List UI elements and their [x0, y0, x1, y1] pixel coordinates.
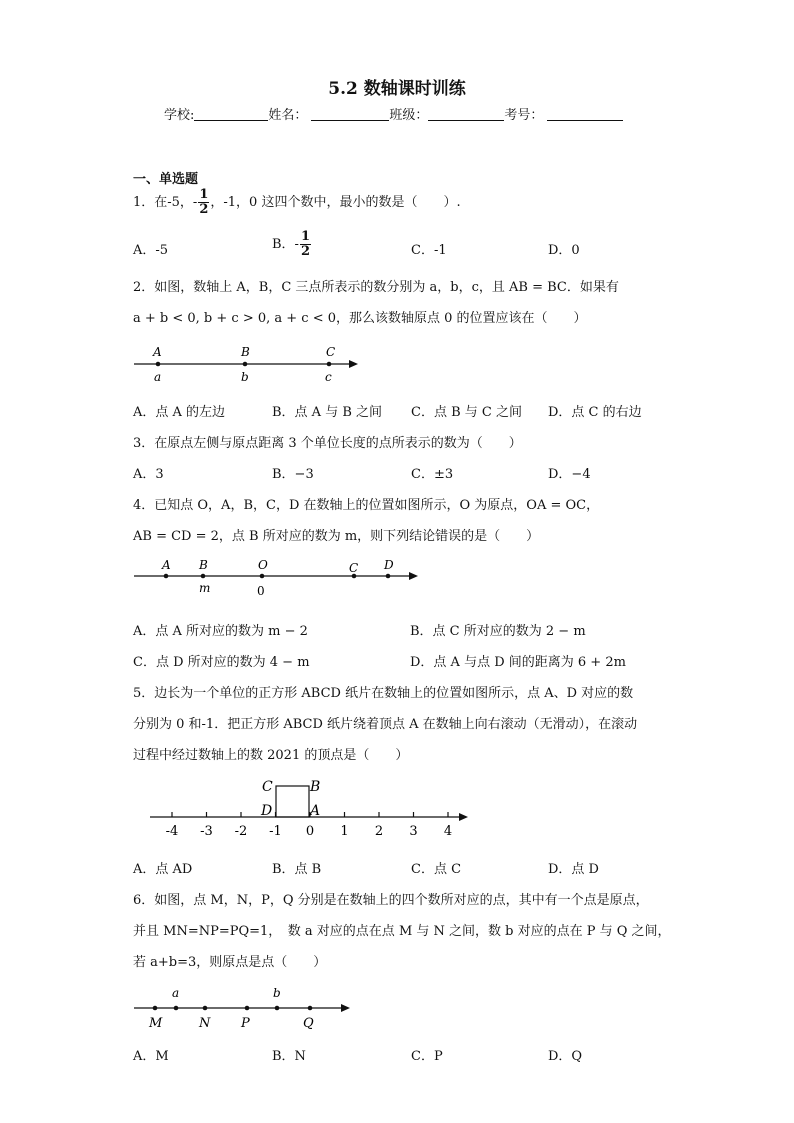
- question-5-line-3: 过程中经过数轴上的数 2021 的顶点是（ ）: [133, 748, 409, 763]
- q4-label-zero: 0: [257, 584, 265, 598]
- q2-label-a: a: [154, 370, 162, 384]
- q6-option-c[interactable]: C．P: [411, 1049, 443, 1064]
- q4-point-a: [164, 574, 169, 579]
- q6-label-b: b: [273, 986, 281, 1000]
- q1-option-d[interactable]: D．0: [548, 243, 580, 258]
- q4-label-O: O: [258, 558, 268, 572]
- q2-label-b: b: [241, 370, 249, 384]
- q5-tick-label: 4: [443, 824, 453, 839]
- q2-point-c: [327, 362, 332, 367]
- q5-corner-A: A: [310, 803, 321, 819]
- q4-number-line-figure: [130, 556, 430, 602]
- q2-point-b: [243, 362, 248, 367]
- q6-option-d[interactable]: D．Q: [548, 1049, 583, 1064]
- q4-option-d[interactable]: D．点 A 与点 D 间的距离为 6 + 2m: [410, 655, 626, 670]
- q4-option-a[interactable]: A．点 A 所对应的数为 m − 2: [133, 624, 308, 639]
- q1-option-b-den: 2: [300, 244, 310, 259]
- q2-option-d[interactable]: D．点 C 的右边: [548, 405, 642, 420]
- q4-label-D: D: [384, 558, 394, 572]
- question-2-line-1: 2．如图，数轴上 A，B，C 三点所表示的数分别为 a，b，c，且 AB = BC．如果有: [133, 280, 619, 295]
- class-blank: [428, 108, 504, 121]
- q3-option-b[interactable]: B．−3: [272, 467, 314, 482]
- q5-tick-label: 0: [305, 824, 315, 839]
- q4-point-b: [201, 574, 206, 579]
- q6-label-a: a: [172, 986, 180, 1000]
- q5-corner-D: D: [261, 803, 273, 819]
- name-label: 姓名：: [268, 108, 308, 123]
- q5-tick-label: -4: [165, 824, 179, 839]
- q4-label-A: A: [162, 558, 171, 572]
- q1-option-a[interactable]: A．-5: [133, 243, 169, 258]
- q2-option-b[interactable]: B．点 A 与 B 之间: [272, 405, 383, 420]
- q2-point-a: [156, 362, 161, 367]
- q5-option-b[interactable]: B．点 B: [272, 862, 322, 877]
- q5-corner-B: B: [310, 779, 321, 795]
- q4-point-o: [260, 574, 265, 579]
- question-6-line-2: 并且 MN=NP=PQ=1， 数 a 对应的点在点 M 与 N 之间，数 b 对应的点在 P 与 Q 之间，: [133, 924, 671, 939]
- q5-tick-label: -2: [234, 824, 248, 839]
- q1-option-b-num: 1: [300, 229, 310, 244]
- student-info-line: [164, 104, 623, 123]
- q5-tick-label: -1: [269, 824, 282, 839]
- q5-option-c[interactable]: C．点 C: [411, 862, 462, 877]
- question-6-line-3: 若 a+b=3，则原点是点（ ）: [133, 955, 327, 970]
- q2-option-c[interactable]: C．点 B 与 C 之间: [411, 405, 522, 420]
- q4-option-c[interactable]: C．点 D 所对应的数为 4 − m: [133, 655, 310, 670]
- q1-text-start: 1．在-5，-: [133, 195, 198, 210]
- q6-point-a: [174, 1006, 179, 1011]
- question-1: [133, 188, 461, 217]
- q4-label-C: C: [349, 561, 359, 575]
- q5-square: [276, 786, 309, 817]
- q3-option-c[interactable]: C．±3: [411, 467, 454, 482]
- q6-point-b: [275, 1006, 280, 1011]
- q3-option-d[interactable]: D．−4: [548, 467, 591, 482]
- q3-option-a[interactable]: A．3: [133, 467, 164, 482]
- q1-text-end: ，-1，0 这四个数中，最小的数是（ ）.: [210, 195, 461, 210]
- q5-number-line-figure: [148, 774, 473, 842]
- name-blank: [311, 108, 389, 121]
- question-6-line-1: 6．如图，点 M，N，P，Q 分别是在数轴上的四个数所对应的点，其中有一个点是原点，: [133, 893, 649, 908]
- q1-fraction: [198, 188, 209, 217]
- q5-corner-C: C: [262, 779, 273, 795]
- page-title: 5.2 数轴课时训练: [328, 79, 466, 99]
- exam-blank: [547, 108, 623, 121]
- q1-option-c[interactable]: C．-1: [411, 243, 447, 258]
- q6-axis-arrow: [341, 1004, 350, 1012]
- q2-number-line-figure: [130, 340, 370, 388]
- q4-label-m: m: [199, 581, 211, 595]
- school-blank: [194, 108, 268, 121]
- q5-tick-label: -3: [200, 824, 213, 839]
- q2-label-C: C: [326, 345, 336, 359]
- q5-axis-arrow: [459, 813, 468, 821]
- school-label: 学校:: [164, 108, 195, 123]
- q6-label-Q: Q: [303, 1016, 314, 1031]
- q5-tick-label: 3: [409, 824, 418, 839]
- q2-label-c: c: [325, 370, 332, 384]
- q6-point-q: [308, 1006, 313, 1011]
- q4-point-d: [386, 574, 391, 579]
- question-5-line-2: 分别为 0 和-1．把正方形 ABCD 纸片绕着顶点 A 在数轴上向右滚动（无滑动），在滚动: [133, 717, 638, 732]
- q5-tick-label: 1: [340, 824, 349, 839]
- q6-point-m: [153, 1006, 158, 1011]
- question-4-line-2: AB = CD = 2，点 B 所对应的数为 m，则下列结论错误的是（ ）: [133, 529, 540, 544]
- q1-frac-den: 2: [199, 202, 209, 217]
- exam-label: 考号：: [504, 108, 544, 123]
- q6-number-line-figure: [130, 982, 360, 1032]
- q6-label-M: M: [149, 1016, 163, 1031]
- q1-option-b[interactable]: [272, 230, 312, 259]
- q6-point-p: [245, 1006, 250, 1011]
- section-heading: 一、单选题: [133, 172, 199, 187]
- question-2-line-2: a + b < 0, b + c > 0, a + c < 0，那么该数轴原点 0 的位置应该在（ ）: [133, 311, 587, 326]
- q2-axis-arrow: [349, 360, 358, 368]
- q4-option-b[interactable]: B．点 C 所对应的数为 2 − m: [410, 624, 586, 639]
- q1-option-b-fraction: [300, 230, 311, 259]
- q4-axis-arrow: [409, 572, 418, 580]
- q5-option-d[interactable]: D．点 D: [548, 862, 599, 877]
- q5-tick-label: 2: [374, 824, 384, 839]
- q6-label-N: N: [199, 1016, 211, 1031]
- q6-option-a[interactable]: A．M: [133, 1049, 169, 1064]
- q5-option-a[interactable]: A．点 AD: [133, 862, 193, 877]
- class-label: 班级：: [389, 108, 429, 123]
- q4-label-B: B: [199, 558, 208, 572]
- q2-label-A: A: [153, 345, 162, 359]
- question-4-line-1: 4．已知点 O，A，B，C，D 在数轴上的位置如图所示，O 为原点，OA = OC，: [133, 498, 600, 513]
- question-5-line-1: 5．边长为一个单位的正方形 ABCD 纸片在数轴上的位置如图所示，点 A、D 对应的数: [133, 686, 634, 701]
- q2-label-B: B: [241, 345, 250, 359]
- question-3: 3．在原点左侧与原点距离 3 个单位长度的点所表示的数为（ ）: [133, 436, 522, 451]
- q6-label-P: P: [241, 1016, 250, 1031]
- q1-frac-num: 1: [199, 187, 209, 202]
- q1-option-b-label: B．-: [272, 237, 299, 252]
- q6-point-n: [203, 1006, 208, 1011]
- q6-option-b[interactable]: B．N: [272, 1049, 306, 1064]
- q2-option-a[interactable]: A．点 A 的左边: [133, 405, 226, 420]
